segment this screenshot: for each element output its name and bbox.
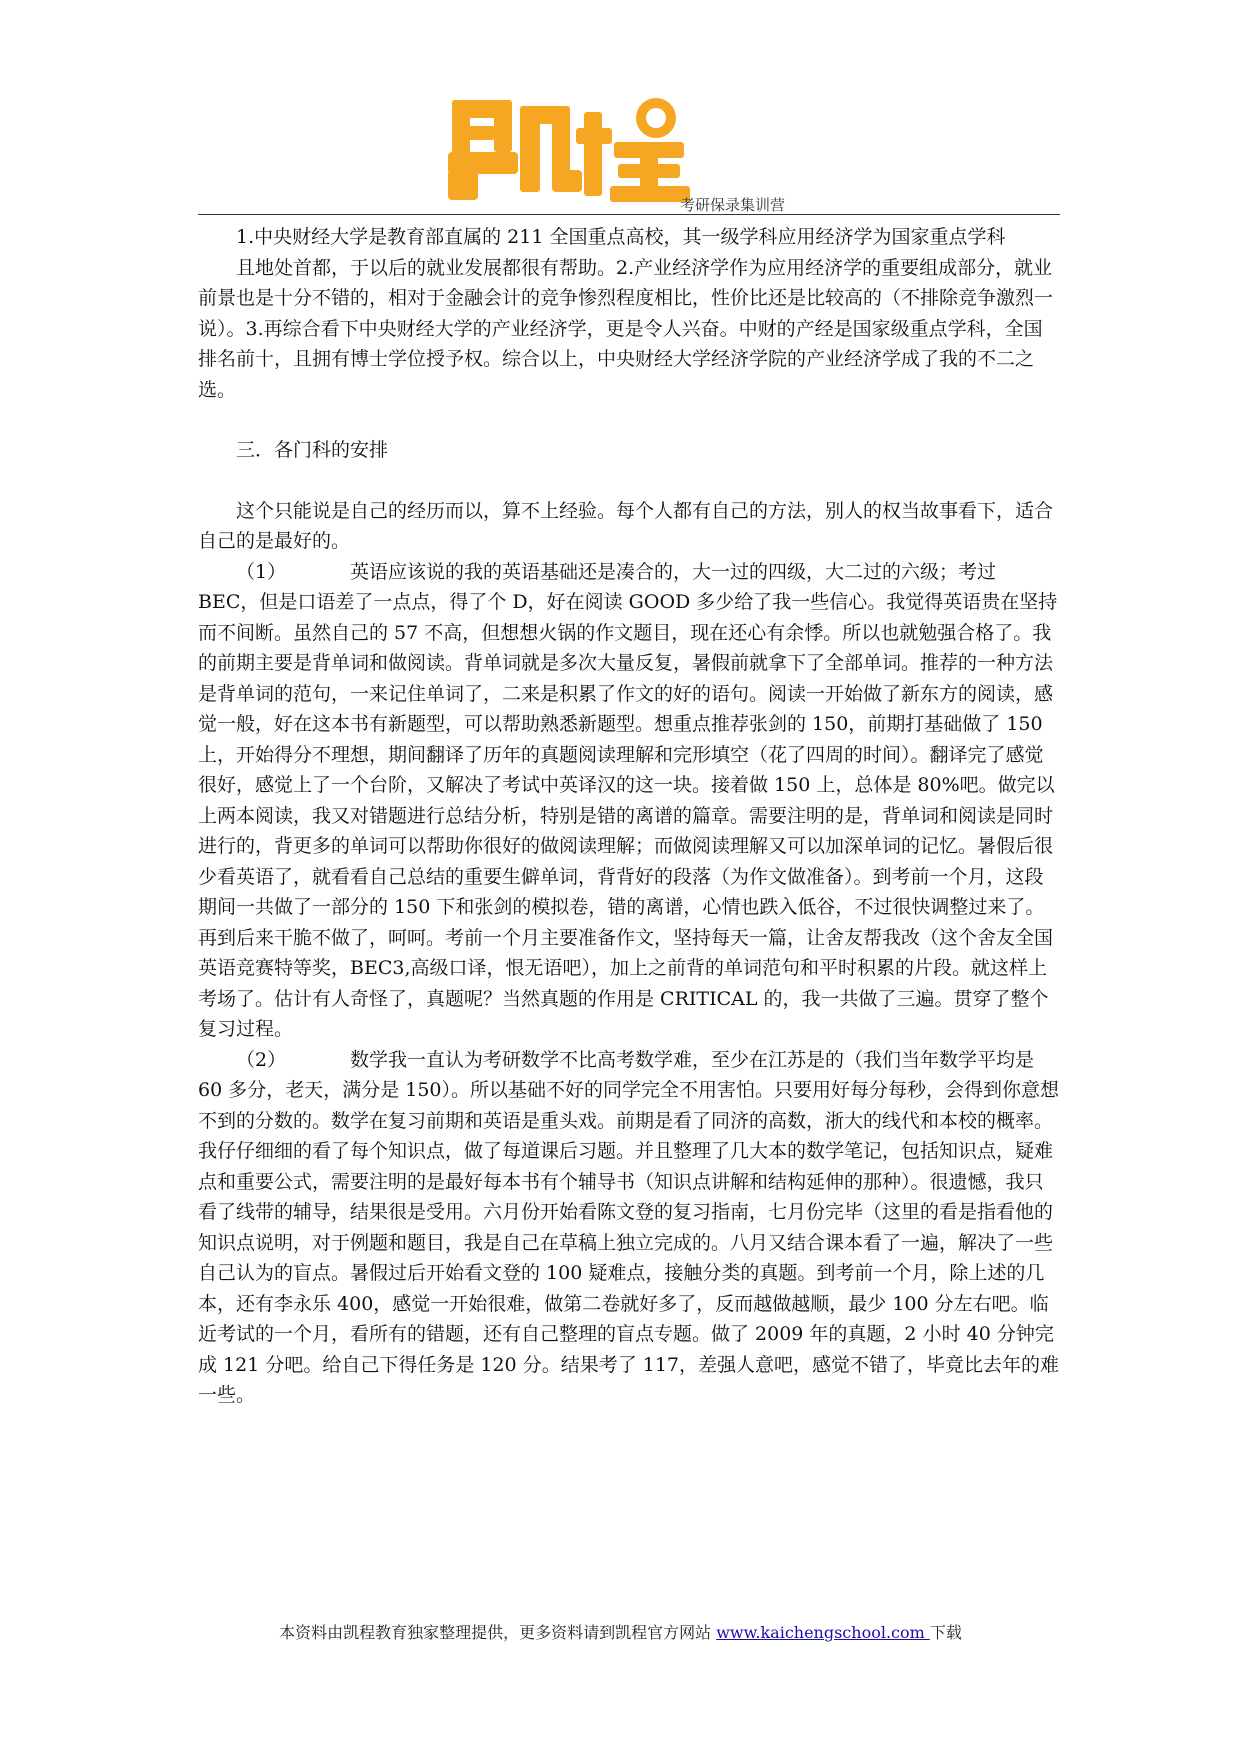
item-number-english: （1） — [236, 560, 287, 583]
header-divider — [198, 214, 1060, 215]
paragraph-english — [198, 557, 1060, 1045]
paragraph-math — [198, 1045, 1060, 1411]
website-link[interactable]: www.kaichengschool.com — [716, 1623, 930, 1642]
item-body-english: 应该说的我的英语基础还是凑合的，大一过的四级，大二过的六级；考过 BEC，但是口语差了一点点，得了个 D，好在阅读 GOOD 多少给了我一些信心。我觉得英语贵在坚持而不间断。虽然自己的 57 不高，但想想火锅的作文题目，现在还心有余悸。所以也就勉强合格了。我的前期主要是背单词和做阅读。背单词就是多次大量反复，暑假前就拿下了全部单词。推荐的一种方法是背单词的范句，一来记住单词了，二来是积累了作文的好的语句。阅读一开始做了新东方的阅读，感觉一般，好在这本书有新题型，可以帮助熟悉新题型。想重点推荐张剑的 150，前期打基础做了 150 上，开始得分不理想，期间翻译了历年的真题阅读理解和完形填空（花了四周的时间）。翻译完了感觉很好，感觉上了一个台阶，又解决了考试中英译汉的这一块。接着做 150 上，总体是 80%吧。做完以上两本阅读，我又对错题进行总结分析，特别是错的离谱的篇章。需要注明的是，背单词和阅读是同时进行的，背更多的单词可以帮助你很好的做阅读理解；而做阅读理解又可以加深单词的记忆。暑假后很少看英语了，就看看自己总结的重要生僻单词，背背好的段落（为作文做准备）。到考前一个月，这段期间一共做了一部分的 150 下和张剑的模拟卷，错的离谱，心情也跌入低谷，不过很快调整过来了。再到后来干脆不做了，呵呵。考前一个月主要准备作文，坚持每天一篇，让舍友帮我改（这个舍友全国英语竞赛特等奖，BEC3,高级口译，恨无语吧），加上之前背的单词范句和平时积累的片段。就这样上考场了。估计有人奇怪了，真题呢？当然真题的作用是 CRITICAL 的，我一共做了三遍。贯穿了整个复习过程。 — [198, 560, 1058, 1040]
page-footer — [0, 1620, 1241, 1643]
spacer — [198, 466, 1060, 496]
item-number-math: （2） — [236, 1048, 287, 1071]
section-heading: 三．各门科的安排 — [236, 439, 389, 461]
document-body — [198, 222, 1060, 1411]
paragraph-reason-2: 且地处首都，于以后的就业发展都很有帮助。2.产业经济学作为应用经济学的重要组成部分，就业前景也是十分不错的，相对于金融会计的竞争惨烈程度相比，性价比还是比较高的（不排除竞争激烈一说）。3.再综合看下中央财经大学的产业经济学，更是令人兴奋。中财的产经是国家级重点学科，全国排名前十，且拥有博士学位授予权。综合以上，中央财经大学经济学院的产业经济学成了我的不二之选。 — [198, 256, 1054, 401]
item-title-math: 数学 — [350, 1048, 389, 1071]
paragraph-intro: 这个只能说是自己的经历而以，算不上经验。每个人都有自己的方法，别人的权当故事看下，适合自己的是最好的。 — [198, 499, 1054, 552]
kaicheng-logo — [448, 92, 698, 210]
footer-text-end: 下载 — [929, 1623, 962, 1642]
spacer — [198, 405, 1060, 435]
tagline: 考研保录集训营 — [680, 196, 786, 214]
footer-text: 本资料由凯程教育独家整理提供，更多资料请到凯程官方网站 — [279, 1623, 717, 1642]
item-title-english: 英语 — [350, 560, 389, 583]
paragraph-reason-1: 1.中央财经大学是教育部直属的 211 全国重点高校，其一级学科应用经济学为国家重点学科 — [236, 226, 1006, 248]
kaicheng-logo-icon — [448, 92, 698, 210]
item-body-math: 我一直认为考研数学不比高考数学难，至少在江苏是的（我们当年数学平均是 60 多分，老天，满分是 150）。所以基础不好的同学完全不用害怕。只要用好每分每秒，会得到你意想不到的分数的。数学在复习前期和英语是重头戏。前期是看了同济的高数，浙大的线代和本校的概率。我仔仔细细的看了每个知识点，做了每道课后习题。并且整理了几大本的数学笔记，包括知识点，疑难点和重要公式，需要注明的是最好每本书有个辅导书（知识点讲解和结构延伸的那种）。很遗憾，我只看了线带的辅导，结果很是受用。六月份开始看陈文登的复习指南，七月份完毕（这里的看是指看他的知识点说明，对于例题和题目，我是自己在草稿上独立完成的。八月又结合课本看了一遍，解决了一些自己认为的盲点。暑假过后开始看文登的 100 疑难点，接触分类的真题。到考前一个月，除上述的几本，还有李永乐 400，感觉一开始很难，做第二卷就好多了，反而越做越顺，最少 100 分左右吧。临近考试的一个月，看所有的错题，还有自己整理的盲点专题。做了 2009 年的真题，2 小时 40 分钟完成 121 分吧。给自己下得任务是 120 分。结果考了 117，差强人意吧，感觉不错了，毕竟比去年的难一些。 — [198, 1048, 1060, 1406]
